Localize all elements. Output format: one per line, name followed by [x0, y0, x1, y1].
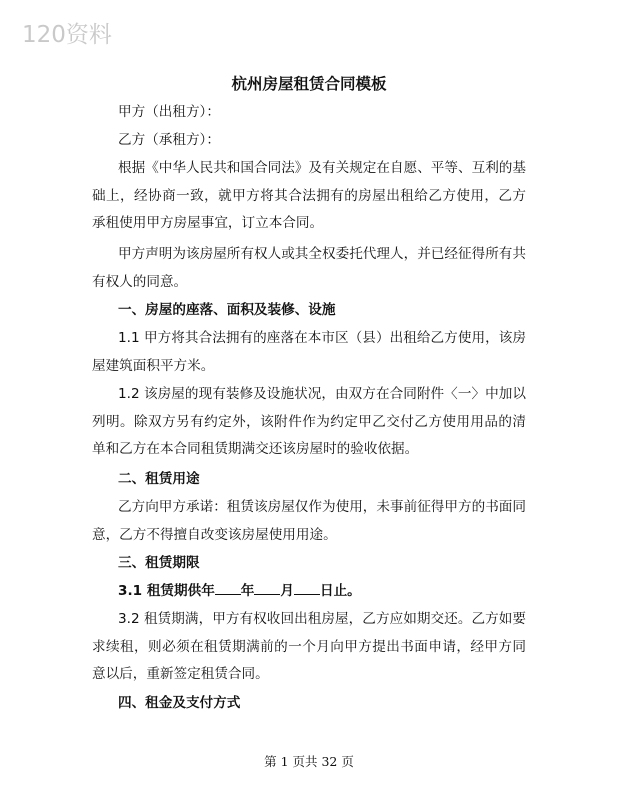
section-3-item-1	[118, 578, 526, 606]
section-2-text: 乙方向甲方承诺：租赁该房屋仅作为使用，未事前征得甲方的书面同意，乙方不得擅自改变该房屋使用用途。	[92, 499, 526, 543]
section-1-item-1: 1.1 甲方将其合法拥有的座落在本市区（县）出租给乙方使用，该房屋建筑面积平方米。	[92, 330, 526, 374]
party-b-line: 乙方（承租方）：	[118, 132, 220, 148]
section-4-heading: 四、租金及支付方式	[118, 695, 241, 711]
section-3-heading: 三、租赁期限	[118, 555, 200, 571]
month-label: 月	[280, 583, 294, 599]
document-title: 杭州房屋租赁合同模板	[231, 75, 387, 93]
page-footer: 第 1 页共 32 页	[264, 754, 354, 769]
intro-paragraph: 根据《中华人民共和国合同法》及有关规定在自愿、平等、互利的基础上，经协商一致，就甲方将其合法拥有的房屋出租给乙方使用，乙方承租使用甲方房屋事宜，订立本合同。	[92, 160, 526, 231]
watermark: 120资料	[22, 22, 112, 48]
year-label: 年	[240, 583, 255, 599]
lease-term-prefix: 3.1 租赁期供年	[118, 583, 215, 599]
statement-paragraph: 甲方声明为该房屋所有权人或其全权委托代理人，并已经征得所有共有权人的同意。	[92, 246, 526, 290]
day-blank	[294, 580, 320, 595]
year-blank	[215, 580, 241, 595]
section-1-item-2: 1.2 该房屋的现有装修及设施状况，由双方在合同附件〈一〉中加以列明。除双方另有约定外，该附件作为约定甲乙交付乙方使用用品的清单和乙方在本合同租赁期满交还该房屋时的验收依据。	[92, 386, 526, 457]
party-a-line: 甲方（出租方）：	[118, 104, 220, 120]
day-label: 日止。	[319, 583, 361, 599]
section-1-heading: 一、房屋的座落、面积及装修、设施	[118, 302, 336, 318]
section-2-heading: 二、租赁用途	[118, 471, 200, 487]
month-blank	[254, 580, 280, 595]
section-3-item-2: 3.2 租赁期满，甲方有权收回出租房屋，乙方应如期交还。乙方如要求续租，则必须在租赁期满前的一个月向甲方提出书面申请，经甲方同意以后，重新签定租赁合同。	[92, 611, 526, 682]
